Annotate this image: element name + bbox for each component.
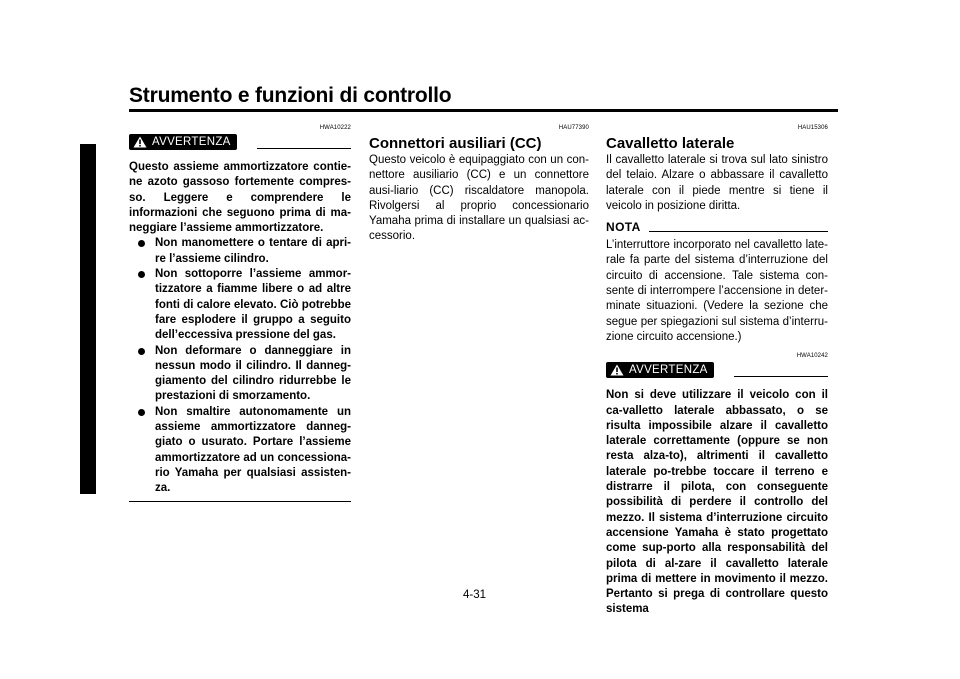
bullet-item: Non deformare o danneggiare in nessun modo il cilindro. Il danneg-giamento del cilindro ridurrebbe le prestazioni di smorzamento. <box>129 344 351 405</box>
warning-header <box>606 362 828 378</box>
column-shock-absorber-warning <box>129 125 351 502</box>
bullet-dot-icon <box>138 409 145 416</box>
bullet-dot-icon <box>138 271 145 278</box>
chapter-number: 4 <box>82 236 90 251</box>
warning-bullet-list <box>129 236 351 496</box>
warning-rule <box>734 376 828 377</box>
warning-rule <box>257 148 351 149</box>
column-auxiliary-connectors <box>369 125 589 245</box>
warning-label: AVVERTENZA <box>629 364 708 377</box>
note-text: L’interruttore incorporato nel cavalletto late-rale fa parte del sistema d’interruzione del circuito di accensione. Tale sistema con-sente di interrompere l’accensione in deter-minate situazioni. (Vedere la sezione che segue per spiegazioni sul sistema d’interru-zione circuito accensione.) <box>606 239 828 343</box>
bullet-dot-icon <box>138 348 145 355</box>
warning-badge <box>606 362 714 378</box>
section-heading: Cavalletto laterale <box>606 135 735 152</box>
section-body: Il cavalletto laterale si trova sul lato sinistro del telaio. Alzare o abbassare il cavalletto laterale con il piede mentre si tiene il veicolo in posizione diritta. <box>606 154 828 212</box>
note-label: NOTA <box>606 220 641 235</box>
note-rule <box>649 231 828 232</box>
section-body: Questo veicolo è equipaggiato con un con-nettore ausiliario (CC) e un connettore ausi-liario (CC) riscaldatore manopola. Rivolgersi al proprio concessionario Yamaha prima di installare un qualsiasi ac-cessorio. <box>369 154 589 243</box>
reference-code: HWA10242 <box>796 353 828 360</box>
bullet-item: Non manomettere o tentare di apri-re l’assieme cilindro. <box>129 236 351 267</box>
warning-end-rule <box>129 501 351 502</box>
warning-header <box>129 134 351 150</box>
section-heading: Connettori ausiliari (CC) <box>369 135 542 152</box>
note-header <box>606 220 828 234</box>
warning-triangle-icon <box>610 364 624 376</box>
warning-triangle-icon <box>133 136 147 148</box>
reference-code: HWA10222 <box>319 125 351 131</box>
warning-text: Non si deve utilizzare il veicolo con il ca-valletto laterale abbassato, o se risulta impossibile alzare il cavalletto laterale correttamente (oppure se non resta alza-to), altrimenti il cavalletto laterale po-trebbe toccare il terreno e distrarre il pilota, con conseguente possibilità di perdere il controllo del mezzo. Il sistema d’interruzione circuito accensione Yamaha è stato progettato come sup-porto alla responsabilità del pilota di al-zare il cavalletto laterale prima di mettere in movimento il mezzo. Pertanto si prega di controllare questo sistema <box>606 389 828 616</box>
warning-label: AVVERTENZA <box>152 136 231 148</box>
reference-code: HAU15306 <box>797 125 828 131</box>
bullet-item: Non smaltire autonomamente un assieme ammortizzatore danneg-giato o usurato. Portare l’assieme ammortizzatore ad un concessiona-rio Yamaha per qualsiasi assisten-za. <box>129 405 351 497</box>
reference-code: HAU77390 <box>558 125 589 131</box>
column-side-stand <box>606 125 828 618</box>
page-title: Strumento e funzioni di controllo <box>129 84 452 107</box>
title-rule <box>129 109 838 112</box>
warning-intro: Questo assieme ammortizzatore contie-ne azoto gassoso fortemente compres-so. Leggere e comprendere le informazioni che seguono prima di ma-neggiare l’assieme ammortizzatore. <box>129 161 351 235</box>
bullet-dot-icon <box>138 240 145 247</box>
chapter-tab <box>80 144 96 494</box>
bullet-item: Non sottoporre l’assieme ammor-tizzatore a fiamme libere o ad altre fonti di calore elevato. Ciò potrebbe fare esplodere il gruppo a seguito dell’eccessiva pressione del gas. <box>129 267 351 343</box>
page-number: 4-31 <box>463 589 487 601</box>
warning-badge <box>129 134 237 150</box>
